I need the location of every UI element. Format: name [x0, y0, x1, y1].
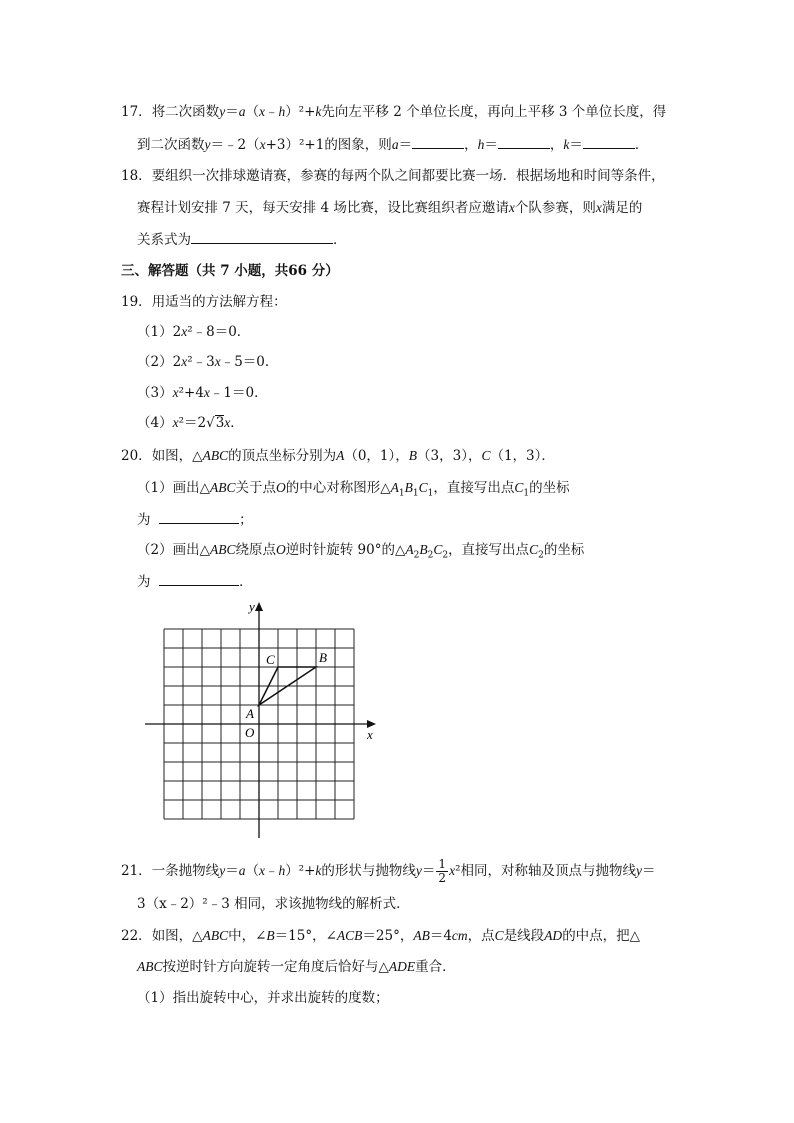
q20-part1-line2: 为 ； [137, 509, 253, 530]
q19-item-2: （2）2x²﹣3x﹣5＝0． [137, 354, 279, 370]
q19-item-3: （3）x²+4x﹣1＝0． [137, 385, 268, 401]
answer-blank-c1[interactable] [159, 509, 239, 524]
q21-line2: 3（x﹣2）²﹣3 相同，求该抛物线的解析式． [137, 896, 410, 912]
q19-intro: 19．用适当的方法解方程： [121, 294, 287, 310]
q20-line1: 20．如图，△ABC的顶点坐标分别为A（0，1），B（3，3），C（1，3）． [121, 448, 555, 464]
q22-line1: 22．如图，△ABC中，∠B＝15°，∠ACB＝25°，AB＝4cm，点C是线段AD的中点，把△ [121, 928, 641, 944]
q18-line2: 赛程计划安排 7 天，每天安排 4 场比赛，设比赛组织者应邀请x个队参赛，则x满足的 [137, 200, 643, 216]
q22-line2: ABC按逆时针方向旋转一定角度后恰好与△ADE重合． [137, 959, 456, 975]
q20-part2-line1: （2）画出△ABC绕原点O逆时针旋转 90°的$\triangle A_2B_2C_2$，直接写出点$C_2$的坐标 [137, 542, 585, 561]
q20-part2-line2: 为 ． [137, 571, 253, 592]
q20-part1-line1: （1）画出△ABC关于点O的中心对称图形$\triangle A_1B_1C_1$，直接写出点$C_1$的坐标 [137, 480, 570, 499]
label-x: x [367, 727, 373, 742]
q19-item-4: （4）x²＝2√3x． [137, 415, 244, 431]
q21-line1: 21．一条抛物线y＝a（x﹣h）²+k的形状与抛物线y＝ $\frac{1}{2}$ x²相同，对称轴及顶点与抛物线y＝ [121, 857, 656, 885]
y-axis-arrow [255, 602, 263, 611]
section-heading: 三、解答题（共 7 小题，共66 分） [121, 263, 339, 279]
answer-blank-relation[interactable] [191, 229, 333, 244]
label-o: O [245, 725, 255, 740]
label-a: A [246, 706, 254, 721]
answer-blank-k[interactable] [583, 134, 635, 149]
coordinate-grid-diagram [140, 598, 385, 843]
answer-blank-c2[interactable] [159, 571, 239, 586]
q17-line2: 到二次函数y＝﹣2（x+3）²+1的图象，则a＝ ，h＝ ，k＝ ． [137, 134, 648, 155]
q18-line3: 关系式为 ． [137, 229, 347, 250]
q18-line1: 18．要组织一次排球邀请赛，参赛的每两个队之间都要比赛一场．根据场地和时间等条件， [121, 168, 665, 184]
label-c: C [266, 652, 275, 667]
fraction-one-half: $\frac{1}{2}$ [438, 857, 447, 885]
axes [145, 608, 372, 838]
label-b: B [319, 650, 327, 665]
q17-line1: 17．将二次函数y＝a（x﹣h）²+k先向左平移 2 个单位长度，再向上平移 3 个单位长度，得 [121, 104, 667, 120]
label-y: y [249, 599, 255, 614]
answer-blank-a[interactable] [412, 134, 464, 149]
answer-blank-h[interactable] [498, 134, 550, 149]
q22-part1: （1）指出旋转中心，并求出旋转的度数； [137, 990, 389, 1006]
q19-item-1: （1）2x²﹣8＝0． [137, 324, 251, 340]
